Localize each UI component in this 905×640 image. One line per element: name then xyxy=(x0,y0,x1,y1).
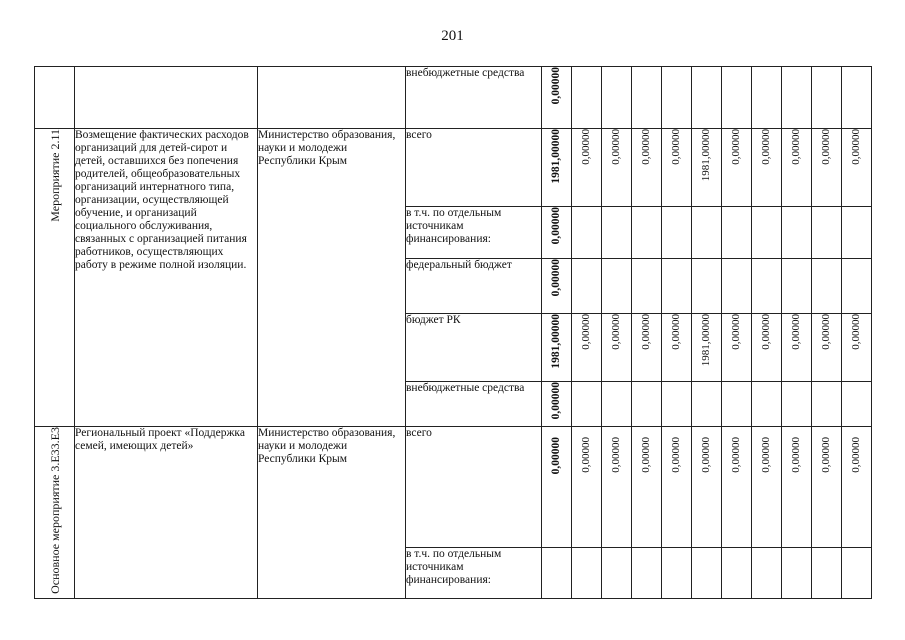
total-cell: 1981,00000 xyxy=(542,314,572,382)
value-cell xyxy=(722,259,752,314)
value-cell: 0,00000 xyxy=(752,314,782,382)
total-cell: 0,00000 xyxy=(542,207,572,259)
value-cell xyxy=(782,259,812,314)
value-cell xyxy=(692,547,722,598)
value-cell: 0,00000 xyxy=(812,129,842,207)
value-cell: 0,00000 xyxy=(842,427,872,548)
value-cell xyxy=(722,67,752,129)
value-cell xyxy=(842,382,872,427)
value-cell: 0,00000 xyxy=(662,427,692,548)
value-cell xyxy=(752,67,782,129)
value-cell: 0,00000 xyxy=(602,314,632,382)
value-cell xyxy=(692,67,722,129)
value-cell xyxy=(602,382,632,427)
source-cell: федеральный бюджет xyxy=(406,259,542,314)
value-cell xyxy=(692,382,722,427)
source-cell: внебюджетные средства xyxy=(406,67,542,129)
value-cell xyxy=(782,207,812,259)
value-cell xyxy=(602,259,632,314)
total-cell: 1981,00000 xyxy=(542,129,572,207)
total-cell: 0,00000 xyxy=(542,382,572,427)
source-cell: внебюджетные средства xyxy=(406,382,542,427)
value-cell: 0,00000 xyxy=(602,129,632,207)
value-cell: 0,00000 xyxy=(752,427,782,548)
value-cell xyxy=(782,547,812,598)
value-cell xyxy=(602,207,632,259)
value-cell xyxy=(722,207,752,259)
value-cell xyxy=(632,259,662,314)
main-measure-label-cell xyxy=(35,427,75,599)
value-cell: 0,00000 xyxy=(572,314,602,382)
value-cell xyxy=(572,547,602,598)
value-cell xyxy=(662,547,692,598)
value-cell: 0,00000 xyxy=(752,129,782,207)
value-cell: 0,00000 xyxy=(572,427,602,548)
value-cell xyxy=(722,382,752,427)
value-cell xyxy=(812,382,842,427)
value-cell xyxy=(722,547,752,598)
total-cell: 0,00000 xyxy=(542,67,572,129)
value-cell xyxy=(812,547,842,598)
label-cell-empty xyxy=(35,67,75,129)
value-cell: 0,00000 xyxy=(572,129,602,207)
table-row xyxy=(35,67,872,129)
total-cell: 0,00000 xyxy=(542,259,572,314)
measure-label-cell xyxy=(35,129,75,427)
value-cell xyxy=(692,207,722,259)
main-measure-name: Региональный проект «Поддержка семей, имеющих детей» xyxy=(75,427,258,599)
value-cell xyxy=(842,207,872,259)
value-cell xyxy=(692,259,722,314)
value-cell: 0,00000 xyxy=(662,129,692,207)
value-cell xyxy=(752,207,782,259)
measure-label: Мероприятие 2.11 xyxy=(47,129,62,222)
value-cell xyxy=(752,382,782,427)
value-cell: 0,00000 xyxy=(632,129,662,207)
table-row xyxy=(35,129,872,207)
value-cell: 0,00000 xyxy=(632,314,662,382)
value-cell xyxy=(752,547,782,598)
value-cell: 0,00000 xyxy=(692,427,722,548)
value-cell xyxy=(632,547,662,598)
responsible-executor: Министерство образования, науки и молодежи Республики Крым xyxy=(258,427,406,599)
value-cell xyxy=(572,67,602,129)
table-row xyxy=(35,427,872,548)
value-cell xyxy=(812,207,842,259)
value-cell xyxy=(662,67,692,129)
value-cell xyxy=(812,67,842,129)
value-cell: 0,00000 xyxy=(842,314,872,382)
value-cell xyxy=(632,67,662,129)
financing-table xyxy=(34,66,872,599)
total-cell: 0,00000 xyxy=(542,427,572,548)
value-cell xyxy=(632,207,662,259)
value-cell: 0,00000 xyxy=(812,314,842,382)
value-cell: 1981,00000 xyxy=(692,314,722,382)
value-cell xyxy=(842,67,872,129)
value-cell xyxy=(842,259,872,314)
value-cell: 1981,00000 xyxy=(692,129,722,207)
value-cell xyxy=(662,259,692,314)
value-cell: 0,00000 xyxy=(632,427,662,548)
source-cell: в т.ч. по отдельным источникам финансирования: xyxy=(406,207,542,259)
name-cell-empty xyxy=(75,67,258,129)
value-cell xyxy=(602,67,632,129)
value-cell xyxy=(782,67,812,129)
source-cell: бюджет РК xyxy=(406,314,542,382)
page-number: 201 xyxy=(441,28,464,44)
value-cell: 0,00000 xyxy=(782,129,812,207)
value-cell xyxy=(662,207,692,259)
value-cell: 0,00000 xyxy=(782,314,812,382)
value-cell: 0,00000 xyxy=(722,129,752,207)
value-cell xyxy=(782,382,812,427)
value-cell xyxy=(602,547,632,598)
value-cell xyxy=(662,382,692,427)
main-measure-label: Основное мероприятие 3.Е33.Е3 xyxy=(47,427,62,594)
value-cell xyxy=(572,207,602,259)
value-cell xyxy=(842,547,872,598)
responsible-executor: Министерство образования, науки и молодежи Республики Крым xyxy=(258,129,406,427)
value-cell: 0,00000 xyxy=(842,129,872,207)
responsible-cell-empty xyxy=(258,67,406,129)
value-cell: 0,00000 xyxy=(662,314,692,382)
value-cell xyxy=(572,259,602,314)
measure-name: Возмещение фактических расходов организаций для детей-сирот и детей, оставшихся без попечения родителей, общеобразовательных организаций интернатного типа, организации, осуществляющей обучение, и организаций социального обслуживания, связанных с организацией питания работников, осуществляющих работу в режиме полной изоляции. xyxy=(75,129,258,427)
value-cell: 0,00000 xyxy=(602,427,632,548)
value-cell xyxy=(812,259,842,314)
value-cell xyxy=(632,382,662,427)
total-cell xyxy=(542,547,572,598)
value-cell xyxy=(572,382,602,427)
value-cell: 0,00000 xyxy=(782,427,812,548)
value-cell: 0,00000 xyxy=(812,427,842,548)
source-cell: в т.ч. по отдельным источникам финансирования: xyxy=(406,547,542,598)
source-cell: всего xyxy=(406,427,542,548)
value-cell: 0,00000 xyxy=(722,427,752,548)
value-cell xyxy=(752,259,782,314)
source-cell: всего xyxy=(406,129,542,207)
value-cell: 0,00000 xyxy=(722,314,752,382)
